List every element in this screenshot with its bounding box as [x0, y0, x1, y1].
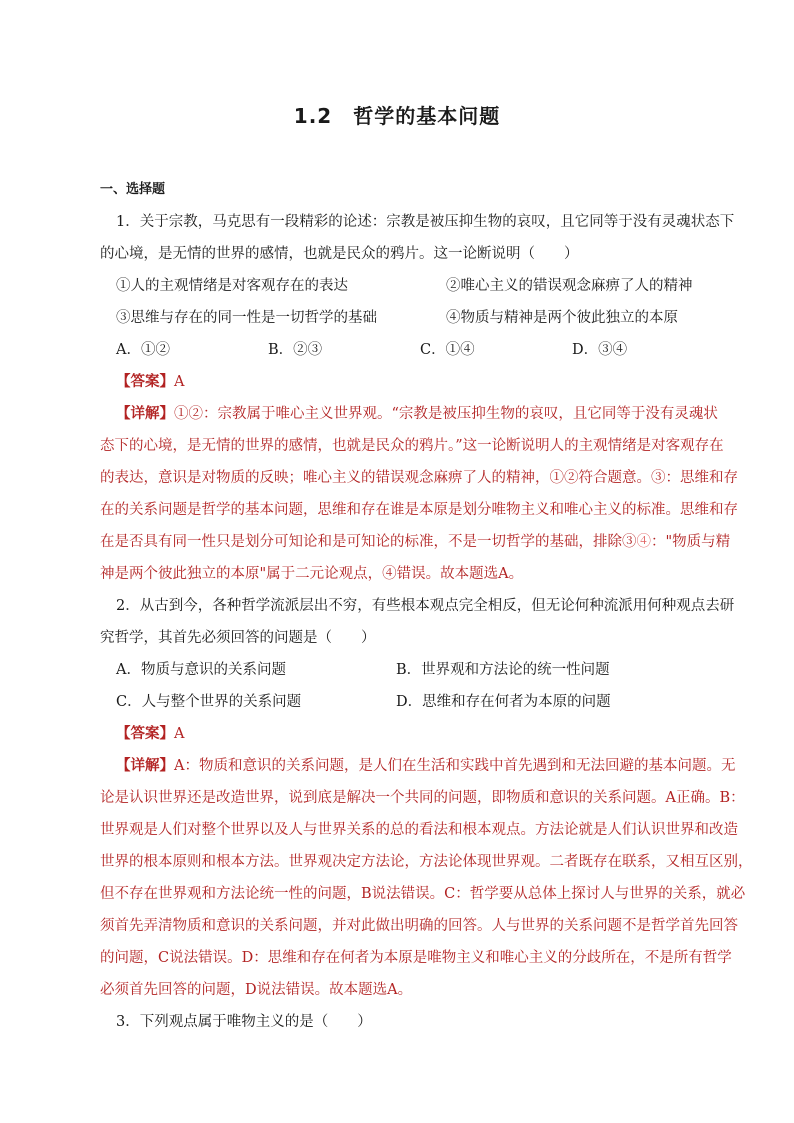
q1-statement-4: ④物质与精神是两个彼此独立的本原 — [446, 310, 678, 326]
q1-options-row — [100, 334, 712, 366]
q1-detail-line-3: 的表达，意识是对物质的反映；唯心主义的错误观念麻痹了人的精神，①②符合题意。③：思维和存 — [100, 470, 738, 486]
q3-stem-line-1: 3．下列观点属于唯物主义的是（ ） — [116, 1014, 372, 1030]
q1-statements-row-2 — [100, 302, 712, 334]
q2-option-b: B．世界观和方法论的统一性问题 — [396, 662, 610, 678]
q1-answer-value: A — [174, 374, 185, 390]
q2-option-a: A．物质与意识的关系问题 — [116, 662, 286, 678]
q2-options-row-2 — [100, 686, 712, 718]
q2-detail-line-7: 的问题，C说法错误。D：思维和存在何者为本原是唯物主义和唯心主义的分歧所在，不是所有哲学 — [100, 950, 732, 966]
section-heading: 一、选择题 — [100, 182, 166, 197]
q1-detail-tag: 【详解】 — [116, 405, 174, 422]
q1-answer-tag: 【答案】 — [116, 373, 174, 390]
q1-detail-line-5 — [100, 526, 731, 558]
q2-detail-text-1: A：物质和意识的关系问题，是人们在生活和实践中首先遇到和无法回避的基本问题。无 — [174, 758, 736, 774]
q1-statement-2: ②唯心主义的错误观念麻痹了人的精神 — [446, 278, 693, 294]
q2-detail-line-8: 必须首先回答的问题，D说法错误。故本题选A。 — [100, 982, 413, 998]
q1-detail-line-1 — [100, 398, 718, 430]
q2-detail-line-5: 但不存在世界观和方法论统一性的问题，B说法错误。C：哲学要从总体上探讨人与世界的关系，就必 — [100, 886, 746, 902]
q1-option-a: A．①② — [116, 342, 170, 358]
q1-option-d: D．③④ — [572, 342, 628, 358]
q2-answer — [100, 718, 712, 750]
q2-detail-line-4: 世界的根本原则和根本方法。世界观决定方法论，方法论体现世界观。二者既存在联系，又相互区别， — [100, 854, 753, 870]
q1-detail-text-5c: ："物质与精 — [651, 534, 731, 550]
q1-answer — [100, 366, 712, 398]
q1-option-b: B．②③ — [268, 342, 323, 358]
q1-statement-1: ①人的主观情绪是对客观存在的表达 — [116, 278, 348, 294]
q2-detail-line-6: 须首先弄清物质和意识的关系问题，并对此做出明确的回答。人与世界的关系问题不是哲学首先回答 — [100, 918, 738, 934]
q1-statements-row-1 — [100, 270, 712, 302]
q1-stem-line-1: 1．关于宗教，马克思有一段精彩的论述：宗教是被压抑生物的哀叹，且它同等于没有灵魂状态下 — [116, 214, 735, 230]
q2-detail-line-3: 世界观是人们对整个世界以及人与世界关系的总的看法和根本观点。方法论就是人们认识世界和改造 — [100, 822, 738, 838]
q2-option-d: D．思维和存在何者为本原的问题 — [396, 694, 611, 710]
document-body — [100, 174, 753, 1038]
q2-detail-line-1 — [100, 750, 736, 782]
q1-detail-text-1: ①②：宗教属于唯心主义世界观。“宗教是被压抑生物的哀叹，且它同等于没有灵魂状 — [174, 406, 718, 422]
q1-option-c: C．①④ — [420, 342, 475, 358]
q1-detail-line-2: 态下的心境，是无情的世界的感情，也就是民众的鸦片。”这一论断说明人的主观情绪是对客观存在 — [100, 438, 724, 454]
q1-detail-line-6: 神是两个彼此独立的本原"属于二元论观点，④错误。故本题选A。 — [100, 566, 524, 582]
q1-detail-line-4: 在的关系问题是哲学的基本问题，思维和存在谁是本原是划分唯物主义和唯心主义的标准。思维和存 — [100, 502, 738, 518]
q2-stem-line-1: 2．从古到今，各种哲学流派层出不穷，有些根本观点完全相反，但无论何种流派用何种观点去研 — [116, 598, 735, 614]
q2-detail-tag: 【详解】 — [116, 757, 174, 774]
q1-stem-line-2: 的心境，是无情的世界的感情，也就是民众的鸦片。这一论断说明（ ） — [100, 246, 579, 262]
q2-option-c: C．人与整个世界的关系问题 — [116, 694, 302, 710]
q2-options-row-1 — [100, 654, 712, 686]
q2-answer-value: A — [174, 726, 185, 742]
q2-stem-line-2: 究哲学，其首先必须回答的问题是（ ） — [100, 630, 376, 646]
q1-statement-3: ③思维与存在的同一性是一切哲学的基础 — [116, 310, 377, 326]
q1-detail-text-5b: ④ — [636, 534, 651, 550]
q1-detail-text-5a: 在是否具有同一性只是划分可知论和是可知论的标准，不是一切哲学的基础，排除③ — [100, 534, 637, 550]
q2-answer-tag: 【答案】 — [116, 725, 174, 742]
q2-detail-line-2: 论是认识世界还是改造世界，说到底是解决一个共同的问题，即物质和意识的关系问题。A正确。B： — [100, 790, 745, 806]
page-title: 1.2 哲学的基本问题 — [293, 104, 501, 128]
